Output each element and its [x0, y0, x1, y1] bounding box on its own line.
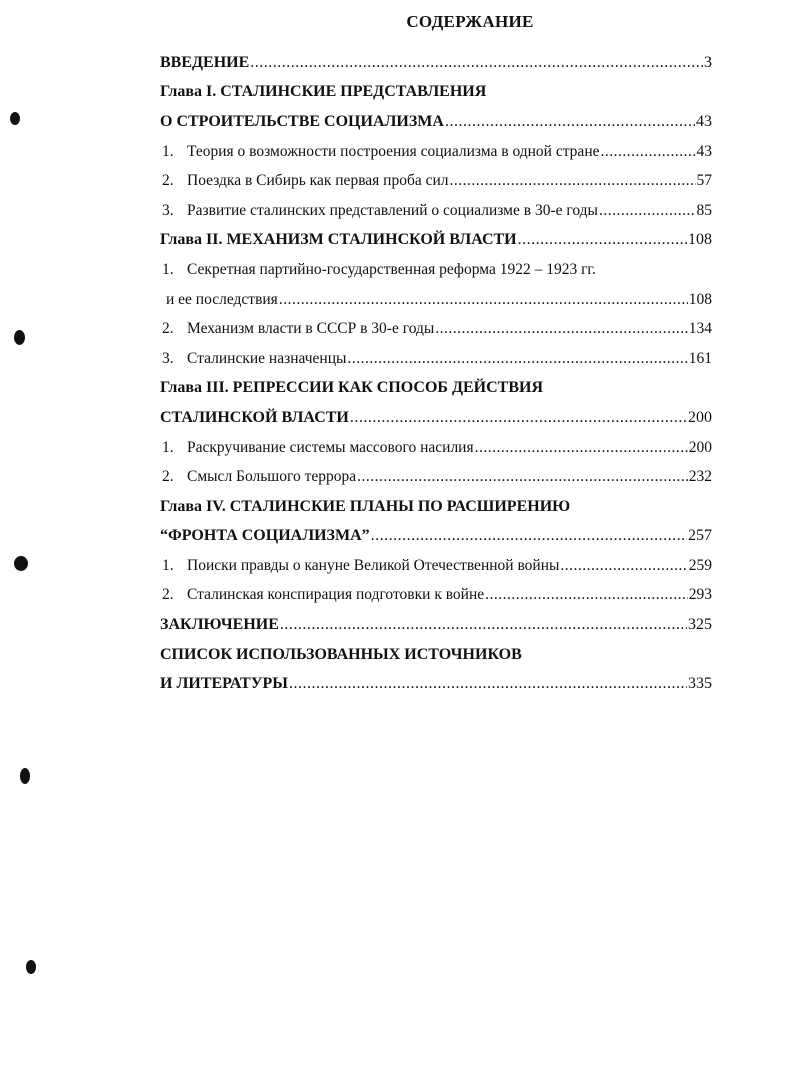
- punch-hole-mark: [14, 556, 28, 571]
- toc-section-number: 1.: [162, 260, 174, 278]
- toc-entry-title: Теория о возможности построения социализма в одной стране: [187, 142, 600, 160]
- dot-leader: [371, 527, 687, 545]
- toc-chapter-1[interactable]: [160, 107, 712, 137]
- toc-section-4-1[interactable]: [160, 551, 712, 581]
- toc-entry-page: 161: [688, 349, 712, 367]
- toc-entry-title: Глава III. РЕПРЕССИИ КАК СПОСОБ ДЕЙСТВИЯ: [160, 379, 544, 397]
- dot-leader: [518, 231, 687, 249]
- toc-chapter-3[interactable]: [160, 403, 712, 433]
- dot-leader: [560, 557, 687, 575]
- toc-entry-page: 134: [688, 320, 712, 338]
- toc-section-number: 2.: [162, 320, 174, 338]
- toc-chapter-4[interactable]: [160, 522, 712, 552]
- toc-conclusion[interactable]: [160, 610, 712, 640]
- dot-leader: [250, 54, 703, 72]
- toc-entry-title: Поездка в Сибирь как первая проба сил: [187, 172, 449, 190]
- toc-section-number: 1.: [162, 556, 174, 574]
- toc-entry-page: 200: [688, 408, 712, 426]
- toc-bibliography-heading: [160, 640, 712, 670]
- toc-entry-page: 57: [696, 172, 712, 190]
- toc-entry-page: 108: [688, 290, 712, 308]
- dot-leader: [485, 586, 688, 604]
- toc-entry-title: И ЛИТЕРАТУРЫ: [160, 675, 288, 693]
- dot-leader: [357, 468, 688, 486]
- toc-entry-title: О СТРОИТЕЛЬСТВЕ СОЦИАЛИЗМА: [160, 112, 444, 130]
- toc-entry-page: 259: [688, 556, 712, 574]
- toc-entry-page: 293: [688, 586, 712, 604]
- toc-entry-title: “ФРОНТА СОЦИАЛИЗМА”: [160, 527, 370, 545]
- toc-section-number: 2.: [162, 172, 174, 190]
- dot-leader: [279, 291, 688, 309]
- toc-bibliography[interactable]: [160, 669, 712, 699]
- toc-entry-title: СПИСОК ИСПОЛЬЗОВАННЫХ ИСТОЧНИКОВ: [160, 645, 522, 663]
- toc-entry-page: 257: [688, 527, 712, 545]
- toc-entry-page: 200: [688, 438, 712, 456]
- dot-leader: [350, 409, 687, 427]
- toc-entry-title: Глава IV. СТАЛИНСКИЕ ПЛАНЫ ПО РАСШИРЕНИЮ: [160, 497, 571, 515]
- dot-leader: [435, 320, 687, 338]
- toc-entry-title: Секретная партийно-государственная реформа 1922 – 1923 гг.: [187, 260, 596, 278]
- toc-section-1-1[interactable]: [160, 137, 712, 167]
- table-of-contents: [160, 48, 712, 699]
- dot-leader: [475, 439, 688, 457]
- toc-entry-title: Раскручивание системы массового насилия: [187, 438, 474, 456]
- toc-entry-introduction[interactable]: [160, 48, 712, 78]
- dot-leader: [280, 616, 687, 634]
- toc-entry-page: 43: [696, 112, 712, 130]
- toc-section-3-1[interactable]: [160, 433, 712, 463]
- toc-section-4-2[interactable]: [160, 581, 712, 611]
- toc-entry-title: Механизм власти в СССР в 30-е годы: [187, 320, 435, 338]
- toc-section-3-2[interactable]: [160, 462, 712, 492]
- dot-leader: [289, 675, 687, 693]
- toc-entry-title: Глава I. СТАЛИНСКИЕ ПРЕДСТАВЛЕНИЯ: [160, 83, 487, 101]
- toc-entry-page: 3: [704, 53, 712, 71]
- toc-section-1-3[interactable]: [160, 196, 712, 226]
- toc-entry-title: ЗАКЛЮЧЕНИЕ: [160, 616, 279, 634]
- toc-entry-page: 335: [688, 675, 712, 693]
- toc-entry-title: Глава II. МЕХАНИЗМ СТАЛИНСКОЙ ВЛАСТИ: [160, 231, 517, 249]
- toc-section-number: 1.: [162, 438, 174, 456]
- toc-section-2-2[interactable]: [160, 314, 712, 344]
- punch-hole-mark: [26, 960, 36, 974]
- dot-leader: [601, 143, 696, 161]
- toc-entry-title: Сталинская конспирация подготовки к войне: [187, 586, 485, 604]
- dot-leader: [450, 172, 696, 190]
- toc-section-2-1-heading: [160, 255, 712, 285]
- toc-entry-page: 232: [688, 468, 712, 486]
- toc-section-number: 2.: [162, 586, 174, 604]
- toc-entry-title: Развитие сталинских представлений о социализме в 30-е годы: [187, 201, 598, 219]
- toc-section-1-2[interactable]: [160, 166, 712, 196]
- toc-section-number: 2.: [162, 468, 174, 486]
- toc-entry-title: и ее последствия: [166, 290, 278, 308]
- punch-hole-mark: [20, 768, 30, 784]
- toc-entry-page: 85: [696, 201, 712, 219]
- toc-section-2-3[interactable]: [160, 344, 712, 374]
- toc-chapter-2[interactable]: [160, 226, 712, 256]
- toc-chapter-3-heading: [160, 374, 712, 404]
- toc-entry-title: Сталинские назначенцы: [187, 349, 347, 367]
- toc-chapter-4-heading: [160, 492, 712, 522]
- toc-section-number: 1.: [162, 142, 174, 160]
- dot-leader: [347, 350, 687, 368]
- toc-section-number: 3.: [162, 201, 174, 219]
- toc-entry-page: 108: [688, 231, 712, 249]
- dot-leader: [445, 113, 695, 131]
- page-title: СОДЕРЖАНИЕ: [406, 12, 534, 31]
- toc-entry-title: ВВЕДЕНИЕ: [160, 53, 250, 71]
- toc-entry-page: 325: [688, 616, 712, 634]
- toc-entry-title: Смысл Большого террора: [187, 468, 357, 486]
- toc-section-number: 3.: [162, 349, 174, 367]
- punch-hole-mark: [14, 330, 25, 345]
- toc-entry-page: 43: [696, 142, 712, 160]
- toc-entry-title: СТАЛИНСКОЙ ВЛАСТИ: [160, 408, 349, 426]
- toc-chapter-1-heading: [160, 78, 712, 108]
- dot-leader: [599, 202, 696, 220]
- toc-section-2-1[interactable]: [160, 285, 712, 315]
- toc-entry-title: Поиски правды о кануне Великой Отечественной войны: [187, 556, 560, 574]
- punch-hole-mark: [10, 112, 20, 125]
